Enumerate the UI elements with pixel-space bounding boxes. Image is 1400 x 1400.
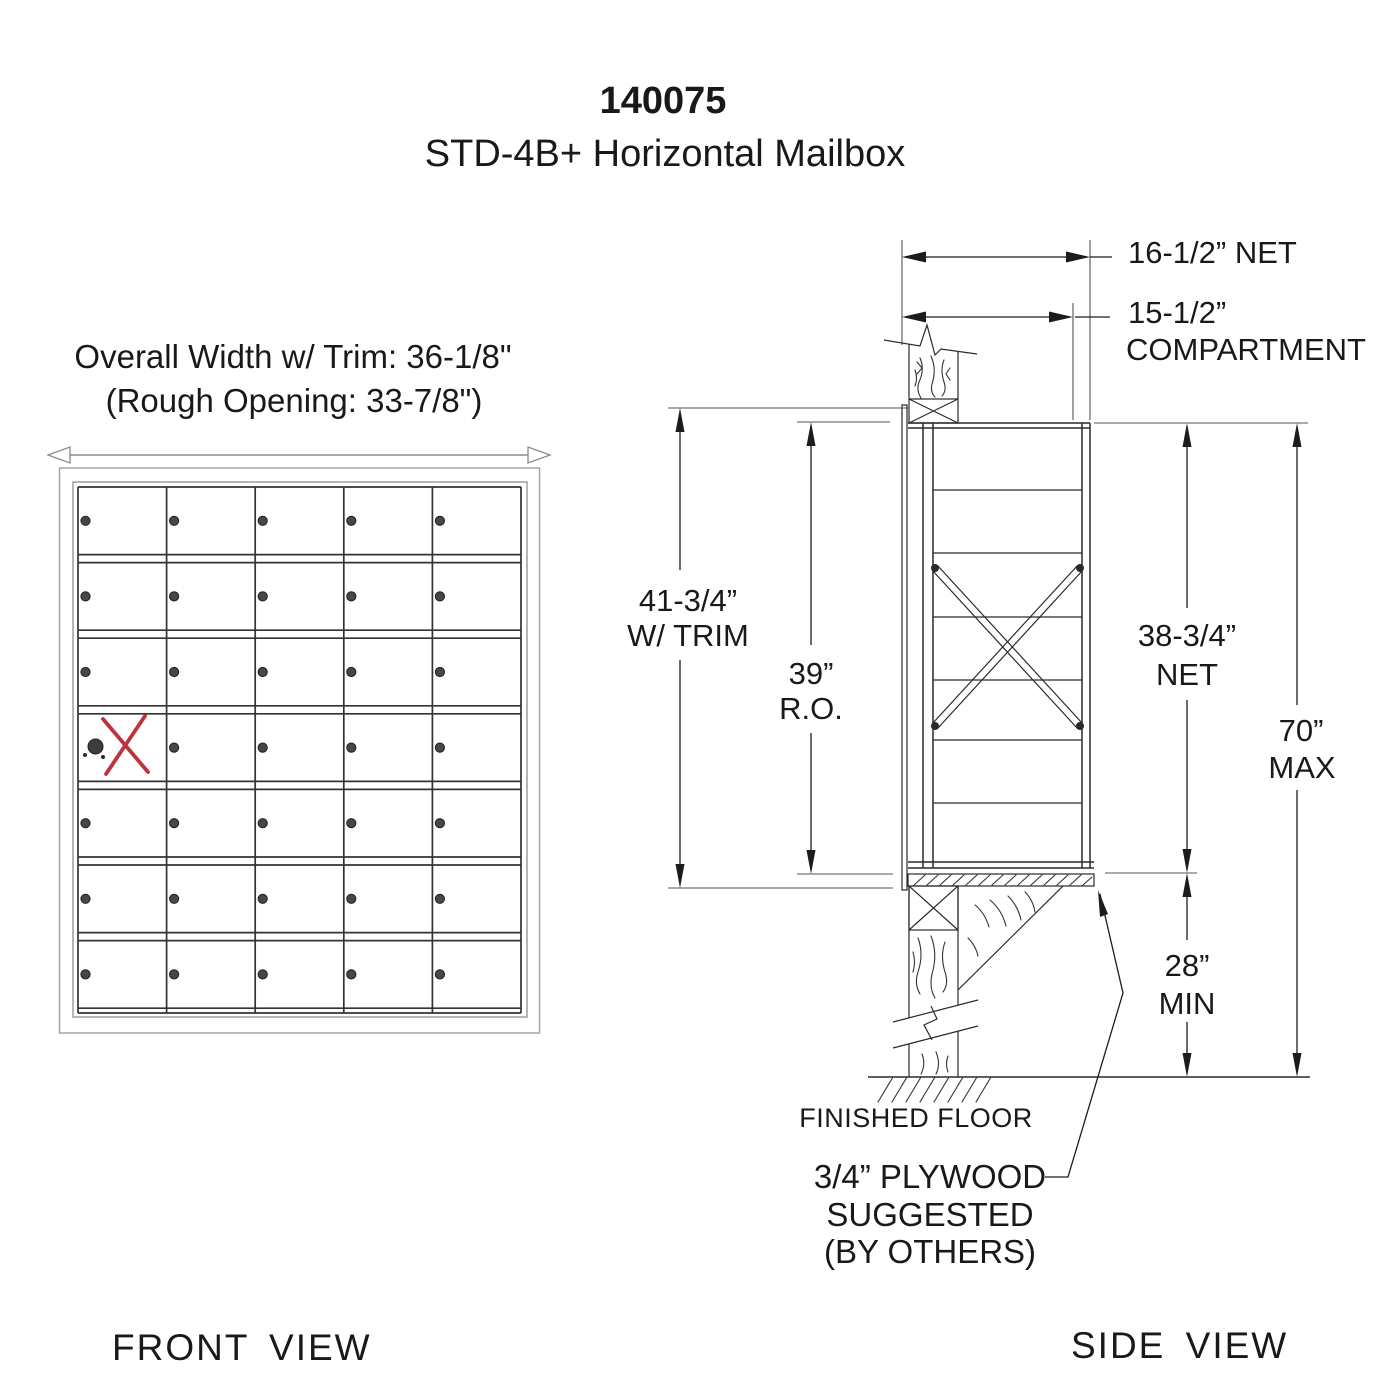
compartment-lock-dot [81, 592, 90, 601]
compartment-lock-dot [347, 592, 356, 601]
svg-text:NET: NET [1156, 657, 1218, 692]
product-title: STD-4B+ Horizontal Mailbox [424, 133, 906, 175]
compartment-lock-dot [170, 819, 179, 828]
dim-net-height [1138, 423, 1236, 873]
dim-rough-opening-height [779, 422, 843, 874]
svg-text:3/4” PLYWOOD: 3/4” PLYWOOD [813, 1158, 1047, 1195]
dim-min-clearance [1159, 873, 1216, 1077]
model-number: 140075 [599, 80, 727, 122]
svg-text:15-1/2”: 15-1/2” [1128, 295, 1227, 330]
dim-max-height [1268, 423, 1336, 1077]
compartment-lock-dot [347, 894, 356, 903]
svg-text:COMPARTMENT: COMPARTMENT [1126, 332, 1366, 367]
shelf-lines [933, 490, 1082, 803]
compartment-lock-dot [347, 743, 356, 752]
svg-text:SUGGESTED: SUGGESTED [826, 1196, 1034, 1233]
compartment-lock-dot [435, 970, 444, 979]
svg-text:(BY OTHERS): (BY OTHERS) [823, 1233, 1037, 1270]
front-view-caption: FRONT VIEW [112, 1327, 372, 1368]
compartment-lock-dot [258, 743, 267, 752]
compartment-lock-dot [258, 592, 267, 601]
mailbox-section [902, 405, 1094, 890]
finished-floor-label: FINISHED FLOOR [799, 1103, 1033, 1133]
cross-brace [931, 564, 1084, 730]
side-view-drawing [627, 235, 1366, 1366]
compartment-lock-dot [347, 516, 356, 525]
rough-opening-label: (Rough Opening: 33-7/8") [105, 382, 483, 419]
compartment-lock-dot [81, 667, 90, 676]
svg-text:70”: 70” [1278, 713, 1324, 748]
svg-text:R.O.: R.O. [779, 691, 843, 726]
compartment-lock-dot [170, 970, 179, 979]
compartment-lock-dot [170, 894, 179, 903]
compartment-lock-dot [258, 516, 267, 525]
compartment-lock-dot [170, 516, 179, 525]
compartment-lock-dot [347, 970, 356, 979]
dim-compartment-depth [902, 295, 1366, 367]
compartment-lock-dot [81, 819, 90, 828]
compartment-lock-dot [170, 592, 179, 601]
compartment-lock-dot [81, 970, 90, 979]
overall-width-label: Overall Width w/ Trim: 36-1/8" [74, 338, 512, 375]
mailbox-grid [78, 487, 521, 1013]
compartment-lock-dot [170, 743, 179, 752]
compartment-lock-dot [347, 667, 356, 676]
master-door-x-marker [83, 716, 148, 774]
break-gap [893, 1000, 978, 1048]
width-dimension-arrow [48, 447, 550, 463]
svg-text:38-3/4”: 38-3/4” [1137, 618, 1237, 653]
compartment-lock-dot [258, 970, 267, 979]
compartment-lock-dot [435, 743, 444, 752]
compartment-lock-dot [435, 667, 444, 676]
bottom-stud [893, 886, 1063, 1077]
compartment-lock-dot [347, 819, 356, 828]
break-line [884, 325, 977, 355]
svg-text:39”: 39” [788, 656, 834, 691]
compartment-grid-lines [78, 487, 521, 1013]
compartment-lock-dot [435, 592, 444, 601]
svg-text:MAX: MAX [1268, 750, 1336, 785]
red-x-icon [103, 716, 148, 774]
compartment-lock-dot [81, 894, 90, 903]
compartment-lock-dot [258, 667, 267, 676]
svg-text:41-3/4”: 41-3/4” [638, 583, 738, 618]
plywood-note [814, 890, 1123, 1270]
compartment-lock-dot [81, 516, 90, 525]
front-trim [902, 405, 907, 890]
side-view-caption: SIDE VIEW [1071, 1325, 1289, 1366]
front-view-drawing [48, 338, 550, 1368]
master-lock-dot [88, 739, 103, 754]
compartment-lock-dot [258, 819, 267, 828]
compartment-lock-dot [258, 894, 267, 903]
plywood-shelf [908, 874, 1094, 886]
compartment-lock-dot [435, 819, 444, 828]
compartment-lock-dot [435, 516, 444, 525]
dim-net-depth [902, 235, 1297, 270]
dim-trim-height [627, 408, 749, 888]
wood-grain [915, 356, 950, 398]
svg-text:16-1/2” NET: 16-1/2” NET [1128, 235, 1297, 270]
finished-floor [799, 1077, 1310, 1133]
compartment-lock-dot [170, 667, 179, 676]
svg-text:28”: 28” [1164, 948, 1210, 983]
wood-grain [913, 936, 948, 1074]
svg-text:MIN: MIN [1158, 986, 1216, 1021]
svg-text:W/ TRIM: W/ TRIM [627, 618, 749, 653]
compartment-lock-dot [435, 894, 444, 903]
support-brace [958, 886, 1063, 990]
